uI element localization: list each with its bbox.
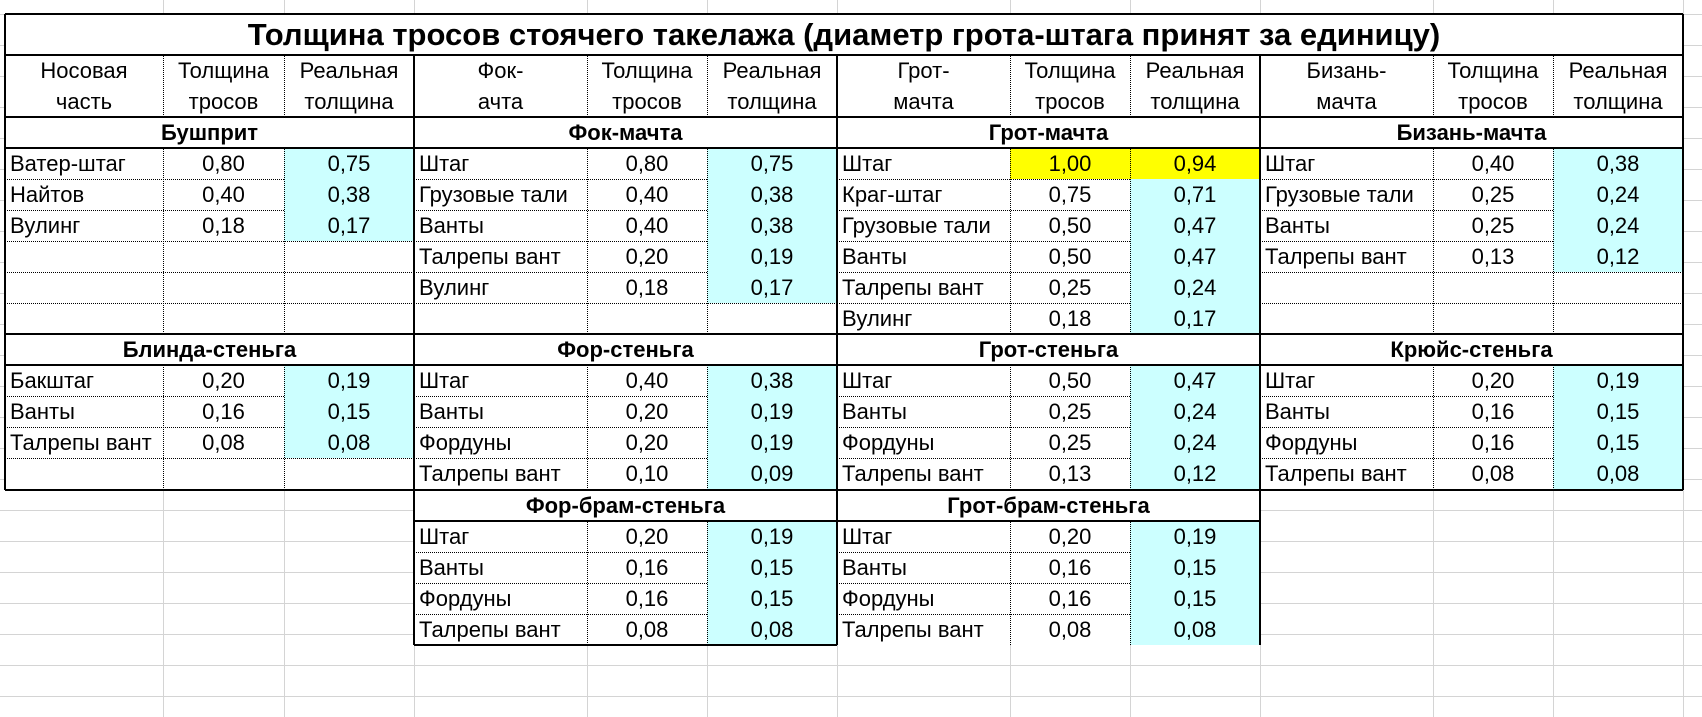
rigging-name-cell[interactable]: Ванты bbox=[419, 398, 484, 424]
column-header[interactable] bbox=[5, 55, 163, 117]
rigging-name-cell[interactable]: Ванты bbox=[10, 398, 75, 424]
rope-thickness-cell[interactable]: 0,16 bbox=[1471, 398, 1515, 424]
column-header-line: толщина bbox=[1150, 89, 1240, 114]
rope-thickness-cell[interactable]: 0,08 bbox=[1471, 460, 1515, 486]
header-divider bbox=[163, 55, 164, 117]
rigging-name-cell[interactable]: Талрепы вант bbox=[10, 429, 152, 455]
rigging-name-cell[interactable]: Фордуны bbox=[419, 429, 512, 455]
real-thickness-cell[interactable]: 0,08 bbox=[1130, 614, 1260, 645]
rigging-name-cell[interactable] bbox=[414, 303, 587, 334]
rope-thickness-cell[interactable]: 0,08 bbox=[202, 429, 245, 455]
real-thickness-cell[interactable]: 0,08 bbox=[1553, 458, 1683, 489]
column-header-line: часть bbox=[55, 89, 113, 114]
column-header-line: тросов bbox=[1458, 89, 1528, 114]
rigging-name-cell[interactable]: Штаг bbox=[842, 523, 893, 549]
rigging-name-cell[interactable]: Штаг bbox=[1265, 150, 1316, 176]
section-title-underline bbox=[414, 520, 837, 522]
rope-thickness-cell[interactable] bbox=[163, 241, 284, 272]
section-title[interactable]: Бизань-мачта bbox=[1396, 119, 1547, 145]
real-thickness-cell[interactable]: 0,15 bbox=[1130, 583, 1260, 614]
column-divider bbox=[1553, 148, 1554, 334]
section-title[interactable]: Грот-брам-стеньга bbox=[947, 492, 1150, 518]
column-divider bbox=[284, 365, 285, 490]
column-header-line: тросов bbox=[1035, 89, 1105, 114]
real-thickness-cell[interactable]: 0,19 bbox=[707, 396, 837, 427]
section-title-underline bbox=[414, 147, 837, 149]
column-divider bbox=[587, 365, 588, 490]
real-thickness-cell[interactable] bbox=[1553, 272, 1683, 303]
section-title-underline bbox=[414, 364, 837, 366]
rope-thickness-cell[interactable] bbox=[1433, 272, 1553, 303]
rigging-name-cell[interactable]: Фордуны bbox=[842, 585, 935, 611]
rope-thickness-cell[interactable]: 0,16 bbox=[202, 398, 245, 424]
column-header-line: Бизань- bbox=[1306, 58, 1387, 83]
rigging-name-cell[interactable] bbox=[5, 458, 163, 489]
column-header-line: толщина bbox=[727, 89, 817, 114]
real-thickness-cell[interactable]: 0,24 bbox=[1553, 179, 1683, 210]
header-divider bbox=[284, 55, 285, 117]
real-thickness-cell[interactable]: 0,08 bbox=[707, 614, 837, 645]
rigging-name-cell[interactable]: Талрепы вант bbox=[1265, 460, 1407, 486]
real-thickness-cell[interactable]: 0,15 bbox=[707, 583, 837, 614]
table-border bbox=[1259, 55, 1261, 490]
rigging-name-cell[interactable]: Ванты bbox=[842, 554, 907, 580]
real-thickness-cell[interactable]: 0,24 bbox=[1130, 427, 1260, 458]
rigging-name-cell[interactable]: Вулинг bbox=[10, 212, 81, 238]
rope-thickness-cell[interactable]: 0,80 bbox=[202, 150, 245, 176]
section-title[interactable]: Грот-мачта bbox=[988, 119, 1109, 145]
column-header-line: тросов bbox=[188, 89, 259, 114]
section-title-underline bbox=[1260, 147, 1683, 149]
table-border bbox=[836, 490, 838, 645]
real-thickness-cell[interactable]: 0,19 bbox=[707, 521, 837, 552]
rigging-name-cell[interactable]: Талрепы вант bbox=[842, 616, 984, 642]
header-divider bbox=[707, 55, 708, 117]
column-divider bbox=[1433, 148, 1434, 334]
rope-thickness-cell[interactable]: 0,16 bbox=[625, 554, 669, 580]
rigging-name-cell[interactable]: Штаг bbox=[419, 367, 470, 393]
rope-thickness-cell[interactable] bbox=[163, 272, 284, 303]
column-divider bbox=[587, 148, 588, 334]
column-divider bbox=[1130, 148, 1131, 334]
rigging-name-cell[interactable]: Фордуны bbox=[419, 585, 512, 611]
rope-thickness-cell[interactable]: 0,25 bbox=[1048, 274, 1092, 300]
section-title[interactable]: Фок-мачта bbox=[568, 119, 683, 145]
section-title-underline bbox=[1260, 364, 1683, 366]
rigging-name-cell[interactable]: Штаг bbox=[842, 367, 893, 393]
column-header-line: тросов bbox=[612, 89, 682, 114]
rope-thickness-cell[interactable]: 1,00 bbox=[1010, 148, 1130, 179]
column-divider bbox=[1130, 521, 1131, 645]
real-thickness-cell[interactable]: 0,17 bbox=[707, 272, 837, 303]
table-border bbox=[836, 55, 838, 490]
rigging-name-cell[interactable]: Фордуны bbox=[842, 429, 935, 455]
rigging-name-cell[interactable]: Ванты bbox=[419, 554, 484, 580]
rope-thickness-cell[interactable]: 0,20 bbox=[625, 523, 669, 549]
column-header-line: ачта bbox=[477, 89, 524, 114]
rigging-name-cell[interactable]: Талрепы вант bbox=[842, 274, 984, 300]
rope-thickness-cell[interactable]: 0,16 bbox=[1048, 554, 1092, 580]
table-border bbox=[1259, 490, 1261, 645]
rope-thickness-cell[interactable]: 0,10 bbox=[625, 460, 669, 486]
rigging-name-cell[interactable]: Штаг bbox=[419, 523, 470, 549]
real-thickness-cell[interactable]: 0,38 bbox=[707, 179, 837, 210]
gridline-horizontal bbox=[0, 665, 1702, 666]
real-thickness-cell[interactable]: 0,38 bbox=[1553, 148, 1683, 179]
column-header-line: Реальная bbox=[722, 58, 822, 83]
real-thickness-cell[interactable]: 0,47 bbox=[1130, 241, 1260, 272]
gridline-horizontal bbox=[0, 696, 1702, 697]
rigging-name-cell[interactable]: Ватер-штаг bbox=[10, 150, 126, 176]
real-thickness-cell[interactable]: 0,19 bbox=[1553, 365, 1683, 396]
rope-thickness-cell[interactable]: 0,20 bbox=[625, 429, 669, 455]
rigging-name-cell[interactable]: Талрепы вант bbox=[1265, 243, 1407, 269]
real-thickness-cell[interactable] bbox=[284, 241, 414, 272]
real-thickness-cell[interactable]: 0,08 bbox=[284, 427, 414, 458]
section-title[interactable]: Грот-стеньга bbox=[978, 336, 1119, 362]
rigging-name-cell[interactable]: Фордуны bbox=[1265, 429, 1358, 455]
column-header[interactable] bbox=[1260, 55, 1433, 117]
column-divider bbox=[707, 365, 708, 490]
column-header-line: Толщина bbox=[1024, 58, 1116, 83]
rigging-name-cell[interactable]: Ванты bbox=[419, 212, 484, 238]
rigging-name-cell[interactable] bbox=[1260, 272, 1433, 303]
real-thickness-cell[interactable]: 0,15 bbox=[284, 396, 414, 427]
sheet-title[interactable]: Толщина тросов стоячего такелажа (диаметр грота-штага принят за единицу) bbox=[5, 14, 1683, 55]
rope-thickness-cell[interactable]: 0,75 bbox=[1048, 181, 1092, 207]
rope-thickness-cell[interactable]: 0,40 bbox=[625, 212, 669, 238]
rope-thickness-cell[interactable]: 0,25 bbox=[1471, 212, 1515, 238]
rope-thickness-cell[interactable]: 0,25 bbox=[1048, 398, 1092, 424]
real-thickness-cell[interactable] bbox=[284, 272, 414, 303]
rigging-name-cell[interactable]: Ванты bbox=[1265, 398, 1330, 424]
real-thickness-cell[interactable]: 0,38 bbox=[284, 179, 414, 210]
section-title[interactable]: Фор-стеньга bbox=[557, 336, 694, 362]
section-title-underline bbox=[837, 520, 1260, 522]
column-header[interactable] bbox=[1130, 55, 1260, 117]
section-title[interactable]: Фор-брам-стеньга bbox=[525, 492, 726, 518]
column-divider bbox=[1010, 365, 1011, 490]
rigging-name-cell[interactable]: Ванты bbox=[842, 243, 907, 269]
table-border bbox=[5, 13, 1683, 15]
column-header[interactable] bbox=[163, 55, 284, 117]
rigging-name-cell[interactable]: Найтов bbox=[10, 181, 85, 207]
section-title-underline bbox=[837, 147, 1260, 149]
real-thickness-cell[interactable]: 0,47 bbox=[1130, 365, 1260, 396]
column-header-line: Толщина bbox=[177, 58, 270, 83]
rigging-name-cell[interactable]: Талрепы вант bbox=[419, 243, 561, 269]
table-border bbox=[413, 55, 415, 490]
column-header-line: Реальная bbox=[299, 58, 399, 83]
real-thickness-cell[interactable]: 0,75 bbox=[284, 148, 414, 179]
table-border bbox=[4, 14, 6, 490]
header-divider bbox=[1130, 55, 1131, 117]
column-header-line: Носовая bbox=[40, 58, 128, 83]
rope-thickness-cell[interactable]: 0,16 bbox=[1471, 429, 1515, 455]
real-thickness-cell[interactable]: 0,38 bbox=[707, 365, 837, 396]
table-border bbox=[413, 490, 415, 645]
rope-thickness-cell[interactable]: 0,08 bbox=[625, 616, 669, 642]
real-thickness-cell[interactable]: 0,17 bbox=[1130, 303, 1260, 334]
rigging-name-cell[interactable]: Талрепы вант bbox=[419, 460, 561, 486]
column-divider bbox=[284, 148, 285, 334]
section-title[interactable]: Бушприт bbox=[160, 119, 259, 145]
real-thickness-cell[interactable] bbox=[284, 303, 414, 334]
column-header-line: Грот- bbox=[897, 58, 950, 83]
real-thickness-cell[interactable]: 0,19 bbox=[707, 241, 837, 272]
rope-thickness-cell[interactable]: 0,08 bbox=[1048, 616, 1092, 642]
column-header-line: Толщина bbox=[1447, 58, 1539, 83]
rope-thickness-cell[interactable]: 0,50 bbox=[1048, 212, 1092, 238]
section-title-underline bbox=[5, 364, 414, 366]
table-border bbox=[1682, 14, 1684, 490]
rope-thickness-cell[interactable]: 0,20 bbox=[202, 367, 245, 393]
section-title[interactable]: Блинда-стеньга bbox=[122, 336, 297, 362]
column-divider bbox=[163, 148, 164, 334]
real-thickness-cell[interactable]: 0,19 bbox=[707, 427, 837, 458]
real-thickness-cell[interactable]: 0,12 bbox=[1553, 241, 1683, 272]
real-thickness-cell[interactable]: 0,24 bbox=[1130, 396, 1260, 427]
table-border bbox=[414, 644, 837, 646]
rope-thickness-cell[interactable]: 0,50 bbox=[1048, 367, 1092, 393]
rope-thickness-cell[interactable]: 0,18 bbox=[202, 212, 245, 238]
real-thickness-cell[interactable]: 0,38 bbox=[707, 210, 837, 241]
table-border bbox=[5, 54, 1683, 56]
rigging-name-cell[interactable]: Штаг bbox=[1265, 367, 1316, 393]
section-title[interactable]: Крюйс-стеньга bbox=[1390, 336, 1553, 362]
rigging-name-cell[interactable]: Ванты bbox=[842, 398, 907, 424]
header-divider bbox=[1553, 55, 1554, 117]
column-header-line: Фок- bbox=[477, 58, 524, 83]
rigging-name-cell[interactable]: Вулинг bbox=[419, 274, 490, 300]
column-header[interactable] bbox=[1553, 55, 1683, 117]
header-divider bbox=[587, 55, 588, 117]
real-thickness-cell[interactable]: 0,24 bbox=[1553, 210, 1683, 241]
rope-thickness-cell[interactable]: 0,40 bbox=[625, 367, 669, 393]
rigging-name-cell[interactable]: Грузовые тали bbox=[842, 212, 991, 238]
column-header[interactable] bbox=[414, 55, 587, 117]
rope-thickness-cell[interactable] bbox=[163, 458, 284, 489]
column-header-line: толщина bbox=[304, 89, 394, 114]
column-divider bbox=[163, 365, 164, 490]
rope-thickness-cell[interactable]: 0,20 bbox=[625, 398, 669, 424]
column-divider bbox=[1433, 365, 1434, 490]
rope-thickness-cell[interactable]: 0,16 bbox=[1048, 585, 1092, 611]
column-header-line: мачта bbox=[1316, 89, 1377, 114]
real-thickness-cell[interactable]: 0,15 bbox=[1553, 396, 1683, 427]
rope-thickness-cell[interactable]: 0,16 bbox=[625, 585, 669, 611]
real-thickness-cell[interactable]: 0,19 bbox=[1130, 521, 1260, 552]
rope-thickness-cell[interactable]: 0,18 bbox=[625, 274, 669, 300]
rope-thickness-cell[interactable]: 0,80 bbox=[625, 150, 669, 176]
real-thickness-cell[interactable]: 0,17 bbox=[284, 210, 414, 241]
column-divider bbox=[707, 148, 708, 334]
rigging-name-cell[interactable]: Ванты bbox=[1265, 212, 1330, 238]
rigging-name-cell[interactable]: Вулинг bbox=[842, 305, 913, 331]
rope-thickness-cell[interactable]: 0,20 bbox=[1048, 523, 1092, 549]
rigging-name-cell[interactable]: Грузовые тали bbox=[419, 181, 568, 207]
real-thickness-cell[interactable]: 0,19 bbox=[284, 365, 414, 396]
rope-thickness-cell[interactable] bbox=[163, 303, 284, 334]
rigging-name-cell[interactable]: Штаг bbox=[842, 150, 893, 176]
rope-thickness-cell[interactable]: 0,50 bbox=[1048, 243, 1092, 269]
rope-thickness-cell[interactable]: 0,18 bbox=[1048, 305, 1092, 331]
column-header[interactable] bbox=[837, 55, 1010, 117]
real-thickness-cell[interactable] bbox=[707, 303, 837, 334]
rigging-name-cell[interactable]: Краг-штаг bbox=[842, 181, 943, 207]
rope-thickness-cell[interactable]: 0,25 bbox=[1471, 181, 1515, 207]
section-title-underline bbox=[837, 364, 1260, 366]
column-divider bbox=[707, 521, 708, 645]
column-header[interactable] bbox=[1010, 55, 1130, 117]
rigging-name-cell[interactable]: Талрепы вант bbox=[842, 460, 984, 486]
section-title-underline bbox=[5, 147, 414, 149]
real-thickness-cell[interactable]: 0,24 bbox=[1130, 272, 1260, 303]
column-header-line: толщина bbox=[1573, 89, 1663, 114]
rope-thickness-cell[interactable] bbox=[587, 303, 707, 334]
table-border bbox=[5, 116, 1683, 118]
column-header[interactable] bbox=[1433, 55, 1553, 117]
column-divider bbox=[1553, 365, 1554, 490]
column-divider bbox=[1010, 148, 1011, 334]
rope-thickness-cell[interactable]: 0,25 bbox=[1048, 429, 1092, 455]
column-header-line: Реальная bbox=[1568, 58, 1668, 83]
rope-thickness-cell[interactable]: 0,13 bbox=[1048, 460, 1092, 486]
rigging-name-cell[interactable]: Грузовые тали bbox=[1265, 181, 1414, 207]
column-header[interactable] bbox=[707, 55, 837, 117]
column-header-line: Реальная bbox=[1145, 58, 1245, 83]
header-divider bbox=[1010, 55, 1011, 117]
rigging-name-cell[interactable] bbox=[5, 241, 163, 272]
rope-thickness-cell[interactable]: 0,40 bbox=[625, 181, 669, 207]
table-border bbox=[5, 333, 1683, 335]
rope-thickness-cell[interactable]: 0,20 bbox=[625, 243, 669, 269]
column-header-line: мачта bbox=[893, 89, 954, 114]
column-header-line: Толщина bbox=[601, 58, 693, 83]
real-thickness-cell[interactable] bbox=[1553, 303, 1683, 334]
rigging-name-cell[interactable]: Талрепы вант bbox=[419, 616, 561, 642]
column-header[interactable] bbox=[284, 55, 414, 117]
rigging-name-cell[interactable] bbox=[5, 303, 163, 334]
real-thickness-cell[interactable]: 0,75 bbox=[707, 148, 837, 179]
column-divider bbox=[587, 521, 588, 645]
rigging-name-cell[interactable]: Бакштаг bbox=[10, 367, 95, 393]
rigging-name-cell[interactable] bbox=[5, 272, 163, 303]
real-thickness-cell[interactable] bbox=[284, 458, 414, 489]
real-thickness-cell[interactable]: 0,15 bbox=[1130, 552, 1260, 583]
column-divider bbox=[1010, 521, 1011, 645]
rope-thickness-cell[interactable]: 0,13 bbox=[1471, 243, 1515, 269]
real-thickness-cell[interactable]: 0,47 bbox=[1130, 210, 1260, 241]
rigging-name-cell[interactable]: Штаг bbox=[419, 150, 470, 176]
rigging-name-cell[interactable] bbox=[1260, 303, 1433, 334]
real-thickness-cell[interactable]: 0,12 bbox=[1130, 458, 1260, 489]
column-header[interactable] bbox=[587, 55, 707, 117]
header-divider bbox=[1433, 55, 1434, 117]
real-thickness-cell[interactable]: 0,15 bbox=[707, 552, 837, 583]
column-divider bbox=[1130, 365, 1131, 490]
real-thickness-cell[interactable]: 0,09 bbox=[707, 458, 837, 489]
real-thickness-cell[interactable]: 0,15 bbox=[1553, 427, 1683, 458]
rope-thickness-cell[interactable] bbox=[1433, 303, 1553, 334]
rope-thickness-cell[interactable]: 0,20 bbox=[1471, 367, 1515, 393]
rope-thickness-cell[interactable]: 0,40 bbox=[202, 181, 245, 207]
rope-thickness-cell[interactable]: 0,40 bbox=[1471, 150, 1515, 176]
table-border bbox=[5, 489, 1683, 491]
real-thickness-cell[interactable]: 0,71 bbox=[1130, 179, 1260, 210]
real-thickness-cell[interactable]: 0,94 bbox=[1130, 148, 1260, 179]
